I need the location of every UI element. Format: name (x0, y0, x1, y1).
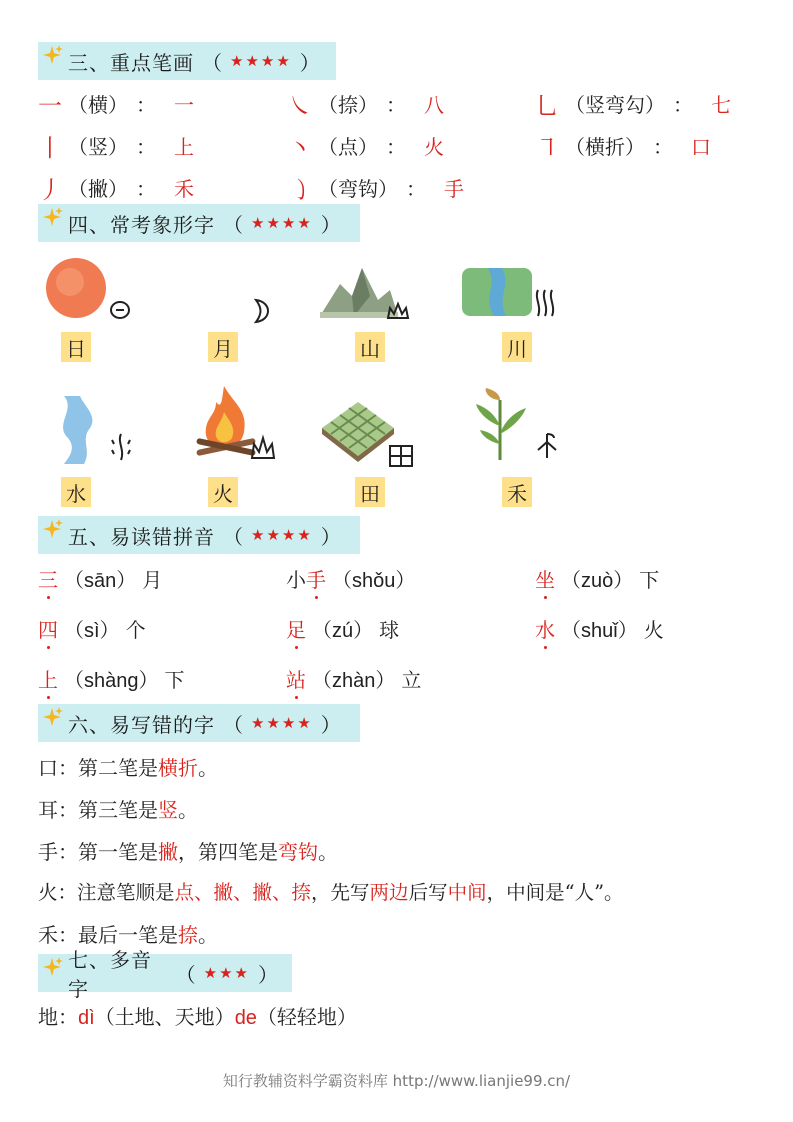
paren-close: ） (258, 962, 278, 987)
stroke-name: （横折） (565, 135, 645, 159)
stroke-name: （竖） (68, 135, 128, 159)
target-char: 手 (306, 564, 326, 593)
note-text: 火：注意笔顺是 (38, 881, 175, 904)
char-label: 月 (208, 332, 238, 362)
word-suffix: 月 (142, 568, 163, 592)
stroke-example: 一 (174, 93, 194, 117)
highlight-text: 捺 (178, 923, 198, 947)
section-title: 三、重点笔画 (68, 50, 194, 75)
pinyin-item (535, 564, 659, 593)
highlight-text: 撇 (158, 840, 178, 864)
section-title: 七、多音字 (68, 948, 152, 1001)
pinyin-reading: （shuǐ） (561, 620, 638, 642)
writing-note (38, 752, 218, 781)
ancient-grain-glyph-icon (534, 430, 560, 460)
reading-2: de (234, 1007, 257, 1029)
word-suffix: 立 (401, 668, 422, 692)
note-text: 耳：第三笔是 (38, 798, 158, 822)
word-suffix: 个 (125, 618, 146, 642)
paren-close: ） (320, 524, 341, 549)
ancient-field-glyph-icon (388, 440, 414, 470)
word-prefix: 小 (286, 568, 306, 592)
example-1: （土地、天地） (94, 1005, 235, 1029)
polyphone-char: 地： (38, 1005, 78, 1029)
star-rating: ★★★★ (251, 526, 313, 544)
pinyin-item (286, 564, 421, 593)
sparkle-icon (42, 518, 64, 540)
stroke-item (38, 128, 194, 163)
stroke-name: （撇） (68, 177, 128, 201)
writing-note (38, 877, 624, 905)
colon: ： (406, 177, 426, 201)
target-char: 站 (286, 664, 306, 693)
section-header-pictographs (38, 204, 360, 242)
grain-icon (464, 386, 544, 466)
stroke-item (38, 170, 194, 205)
word-suffix: 下 (164, 668, 185, 692)
highlight-text: 中间 (447, 881, 487, 904)
char-label: 禾 (502, 477, 532, 507)
stroke-glyph: 乚 (535, 92, 559, 120)
ancient-sun-glyph-icon (108, 296, 134, 326)
writing-note (38, 836, 338, 865)
pinyin-item (38, 564, 162, 593)
sparkle-icon (42, 206, 64, 228)
pinyin-reading: （zuò） (561, 570, 634, 592)
note-text: 手：第一笔是 (38, 840, 158, 864)
section-header-writing (38, 704, 360, 742)
colon: ： (136, 135, 156, 159)
paren-open: （ (175, 962, 196, 987)
paren-open: （ (223, 524, 243, 549)
stroke-item (38, 86, 194, 121)
section-header-pinyin (38, 516, 360, 554)
sparkle-icon (42, 706, 64, 728)
stroke-example: 火 (424, 135, 444, 159)
target-char: 四 (38, 614, 58, 643)
stroke-item (535, 86, 731, 121)
example-2: （轻轻地） (256, 1005, 357, 1029)
word-suffix: 下 (639, 568, 660, 592)
char-label: 水 (61, 477, 91, 507)
section-title: 六、易写错的字 (68, 712, 215, 737)
stroke-glyph: ㇕ (535, 134, 559, 162)
stroke-item (288, 86, 444, 121)
paren-close: ） (320, 712, 341, 737)
ancient-water-glyph-icon (108, 432, 134, 462)
section-title: 五、易读错拼音 (68, 524, 215, 549)
paren-open: （ (223, 712, 243, 737)
word-suffix: 球 (379, 618, 400, 642)
pinyin-reading: （shàng） (64, 670, 159, 692)
stroke-example: 八 (424, 93, 444, 117)
colon: ： (386, 135, 406, 159)
char-label: 山 (355, 332, 385, 362)
char-label: 田 (355, 477, 385, 507)
stroke-example: 禾 (174, 177, 194, 201)
stroke-item (288, 128, 444, 163)
note-text: 口：第二笔是 (38, 756, 158, 780)
pinyin-reading: （zhàn） (312, 670, 396, 692)
stroke-name: （横） (68, 93, 128, 117)
highlight-text: 竖 (158, 798, 178, 822)
char-label: 火 (208, 477, 238, 507)
section-header-strokes (38, 42, 336, 80)
sparkle-icon (42, 44, 64, 66)
target-char: 水 (535, 614, 555, 643)
ancient-moon-glyph-icon (250, 296, 276, 326)
stroke-item (288, 170, 464, 205)
colon: ： (136, 177, 156, 201)
colon: ： (653, 135, 673, 159)
stroke-name: （点） (318, 135, 378, 159)
ancient-fire-glyph-icon (250, 434, 276, 464)
pinyin-reading: （sì） (64, 620, 120, 642)
colon: ： (386, 93, 406, 117)
stroke-glyph: 一 (38, 92, 62, 120)
stroke-name: （竖弯勾） (565, 93, 665, 117)
target-char: 上 (38, 664, 58, 693)
pinyin-reading: （zú） (312, 620, 374, 642)
section-title: 四、常考象形字 (68, 212, 215, 237)
note-text: 。 (318, 840, 338, 864)
stroke-glyph: 丶 (288, 134, 312, 162)
writing-note (38, 794, 198, 823)
note-text: ，中间是“人”。 (486, 881, 624, 904)
pinyin-item (38, 614, 146, 643)
note-text: 禾：最后一笔是 (38, 923, 178, 947)
page-footer: 知行教辅资料学霸资料库 http://www.lianjie99.cn/ (222, 1072, 571, 1090)
star-rating: ★★★★ (251, 214, 313, 232)
note-text: ，第四笔是 (178, 840, 278, 864)
field-icon (318, 394, 398, 474)
stroke-name: （捺） (318, 93, 378, 117)
target-char: 坐 (535, 564, 555, 593)
target-char: 三 (38, 564, 58, 593)
highlight-text: 弯钩 (278, 840, 318, 864)
note-text: 后写 (408, 881, 448, 904)
paren-close: ） (299, 50, 320, 75)
pinyin-item (38, 664, 185, 693)
stroke-name: （弯钩） (318, 177, 398, 201)
stroke-example: 口 (691, 135, 711, 159)
reading-1: dì (78, 1007, 95, 1029)
paren-open: （ (202, 50, 222, 75)
polyphone-entry (38, 1001, 357, 1030)
colon: ： (673, 93, 693, 117)
stroke-example: 上 (174, 135, 194, 159)
char-label: 川 (502, 332, 532, 362)
highlight-text: 点、撇、撇、捺 (174, 881, 312, 904)
river-icon (458, 256, 538, 336)
stroke-item (535, 128, 711, 163)
note-text: ，先写 (311, 881, 370, 904)
section-header-polyphones (38, 948, 292, 1001)
pinyin-reading: （shǒu） (332, 570, 416, 592)
note-text: 。 (178, 798, 198, 822)
highlight-text: 两边 (369, 881, 409, 904)
pinyin-item (535, 614, 664, 643)
ancient-mountain-glyph-icon (386, 296, 412, 326)
note-text: 。 (198, 756, 218, 780)
stroke-glyph: ㇏ (288, 92, 312, 120)
target-char: 足 (286, 614, 306, 643)
stroke-example: 七 (711, 93, 731, 117)
stroke-glyph: 丿 (38, 176, 62, 204)
highlight-text: 横折 (158, 756, 198, 780)
stroke-glyph: 丨 (38, 134, 62, 162)
word-suffix: 火 (643, 618, 664, 642)
sparkle-icon (42, 956, 64, 978)
pinyin-item (286, 614, 399, 643)
ancient-river-glyph-icon (532, 288, 558, 318)
pinyin-item (286, 664, 421, 693)
paren-close: ） (320, 212, 341, 237)
star-rating: ★★★★ (230, 52, 292, 70)
pinyin-reading: （sān） (64, 570, 137, 592)
char-label: 日 (61, 332, 91, 362)
star-rating: ★★★★ (251, 714, 313, 732)
star-rating: ★★★ (203, 964, 250, 982)
stroke-example: 手 (444, 177, 464, 201)
paren-open: （ (223, 212, 243, 237)
stroke-glyph: ㇁ (288, 176, 312, 204)
note-text: 。 (198, 923, 218, 947)
colon: ： (136, 93, 156, 117)
